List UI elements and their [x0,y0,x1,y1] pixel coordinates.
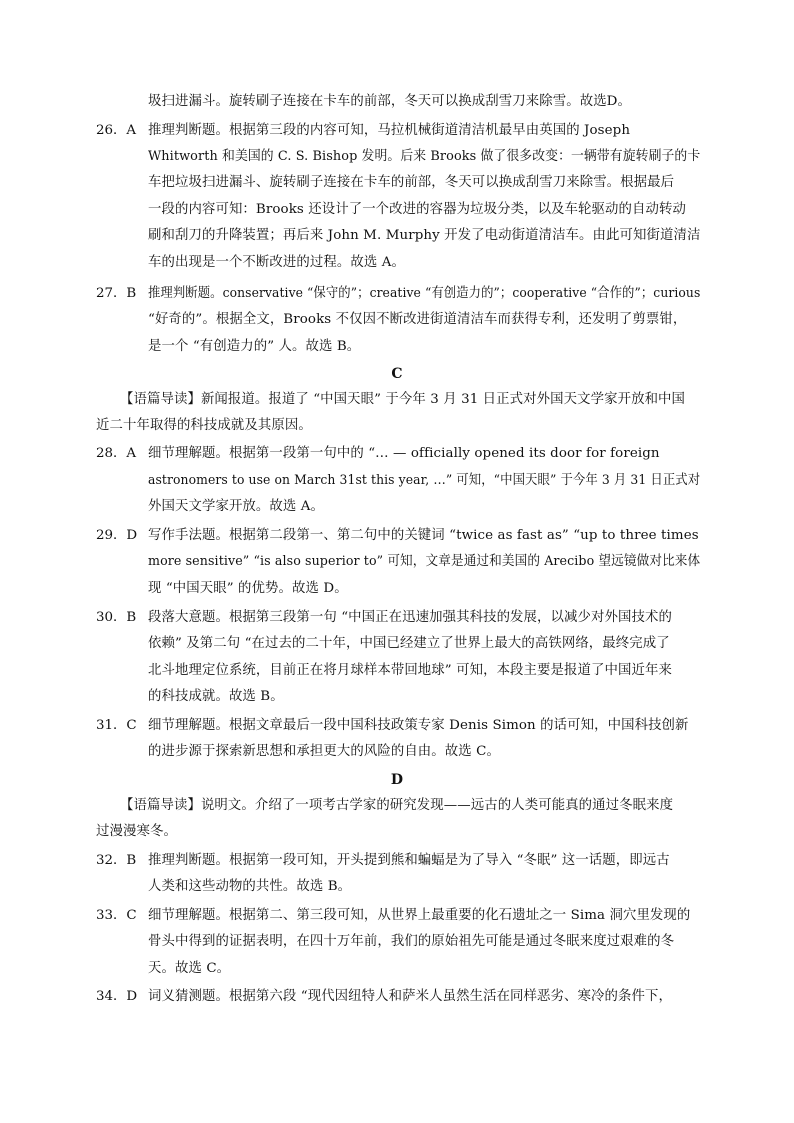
text-line: 人类和这些动物的共性。故选 B。 [148,879,352,894]
text-line: 细节理解题。根据文章最后一段中国科技政策专家 Denis Simon 的话可知，中国科技创新 [148,718,689,733]
text-line: 推理判断题。conservative “保守的”；creative “有创造力的”；cooperative “合作的”；curious [148,286,701,301]
item-number: 29．D [96,528,138,543]
text-line: 的进步源于探索新思想和承担更大的风险的自由。故选 C。 [148,744,500,759]
text-line: “好奇的”。根据全文，Brooks 不仅因不断改进街道清洁车而获得专利，还发明了剪票钳， [148,312,687,327]
item-number: 31．C [96,718,137,733]
text-line: 一段的内容可知：Brooks 还设计了一个改进的容器为垃圾分类，以及车轮驱动的自动转动 [148,202,686,217]
text-line: 现 “中国天眼” 的优势。故选 D。 [148,581,348,596]
reading-guide-line: 过漫漫寒冬。 [96,824,177,839]
item-number: 32．B [96,853,137,868]
section-heading-c: C [391,366,403,382]
text-line: 北斗地理定位系统，目前正在将月球样本带回地球” 可知，本段主要是报道了中国近年来 [148,663,672,678]
item-number: 26．A [96,123,137,138]
text-line: 刷和刮刀的升降装置；再后来 John M. Murphy 开发了电动街道清洁车。由此可知街道清洁 [148,228,701,243]
text-line: 推理判断题。根据第一段可知，开头提到熊和蝙蝠是为了导入 “冬眠” 这一话题，即远古 [148,853,670,868]
text-line: Whitworth 和美国的 C. S. Bishop 发明。后来 Brooks 做了很多改变：一辆带有旋转刷子的卡 [148,149,701,164]
text-line: 细节理解题。根据第二、第三段可知，从世界上最重要的化石遗址之一 Sima 洞穴里发现的 [148,908,691,923]
text-line: 车的出现是一个不断改进的过程。故选 A。 [148,255,405,270]
text-line: more sensitive” “is also superior to” 可知，文章是通过和美国的 Arecibo 望远镜做对比来体 [148,554,701,569]
reading-guide-line: 【语篇导读】说明文。介绍了一项考古学家的研究发现——远古的人类可能真的通过冬眠来度 [120,798,674,813]
text-line: astronomers to use on March 31st this year, …” 可知，“中国天眼” 于今年 3 月 31 日正式对 [148,473,701,488]
item-number: 33．C [96,908,137,923]
text-line: 的科技成就。故选 B。 [148,689,284,704]
text-line: 外国天文学家开放。故选 A。 [148,499,325,514]
reading-guide-line: 【语篇导读】新闻报道。报道了 “中国天眼” 于今年 3 月 31 日正式对外国天文学家开放和中国 [120,392,686,407]
text-line: 是一个 “有创造力的” 人。故选 B。 [148,339,361,354]
text-line: 细节理解题。根据第一段第一句中的 “… — officially opened its door for foreign [148,446,660,461]
text-line: 写作手法题。根据第二段第一、第二句中的关键词 “twice as fast as” “up to three times [148,528,699,543]
item-number: 30．B [96,610,137,625]
text-line: 词义猜测题。根据第六段 “现代因纽特人和萨米人虽然生活在同样恶劣、寒冷的条件下， [148,989,672,1004]
item-number: 28．A [96,446,137,461]
text-line: 骨头中得到的证据表明，在四十万年前，我们的原始祖先可能是通过冬眠来度过艰难的冬 [148,934,675,949]
section-heading-d: D [390,772,404,788]
text-line: 段落大意题。根据第三段第一句 “中国正在迅速加强其科技的发展，以减少对外国技术的 [148,610,672,625]
item-number: 34．D [96,989,138,1004]
text-line: 依赖” 及第二句 “在过去的二十年，中国已经建立了世界上最大的高铁网络，最终完成了 [148,636,670,651]
text-line: 推理判断题。根据第三段的内容可知，马拉机械街道清洁机最早由英国的 Joseph [148,123,631,138]
text-line: 圾扫进漏斗。旋转刷子连接在卡车的前部，冬天可以换成刮雪刀来除雪。故选D。 [148,94,632,109]
item-number: 27．B [96,286,137,301]
text-line: 天。故选 C。 [148,961,231,976]
text-line: 车把垃圾扫进漏斗、旋转刷子连接在卡车的前部，冬天可以换成刮雪刀来除雪。根据最后 [148,175,675,190]
reading-guide-line: 近二十年取得的科技成就及其原因。 [96,418,312,433]
